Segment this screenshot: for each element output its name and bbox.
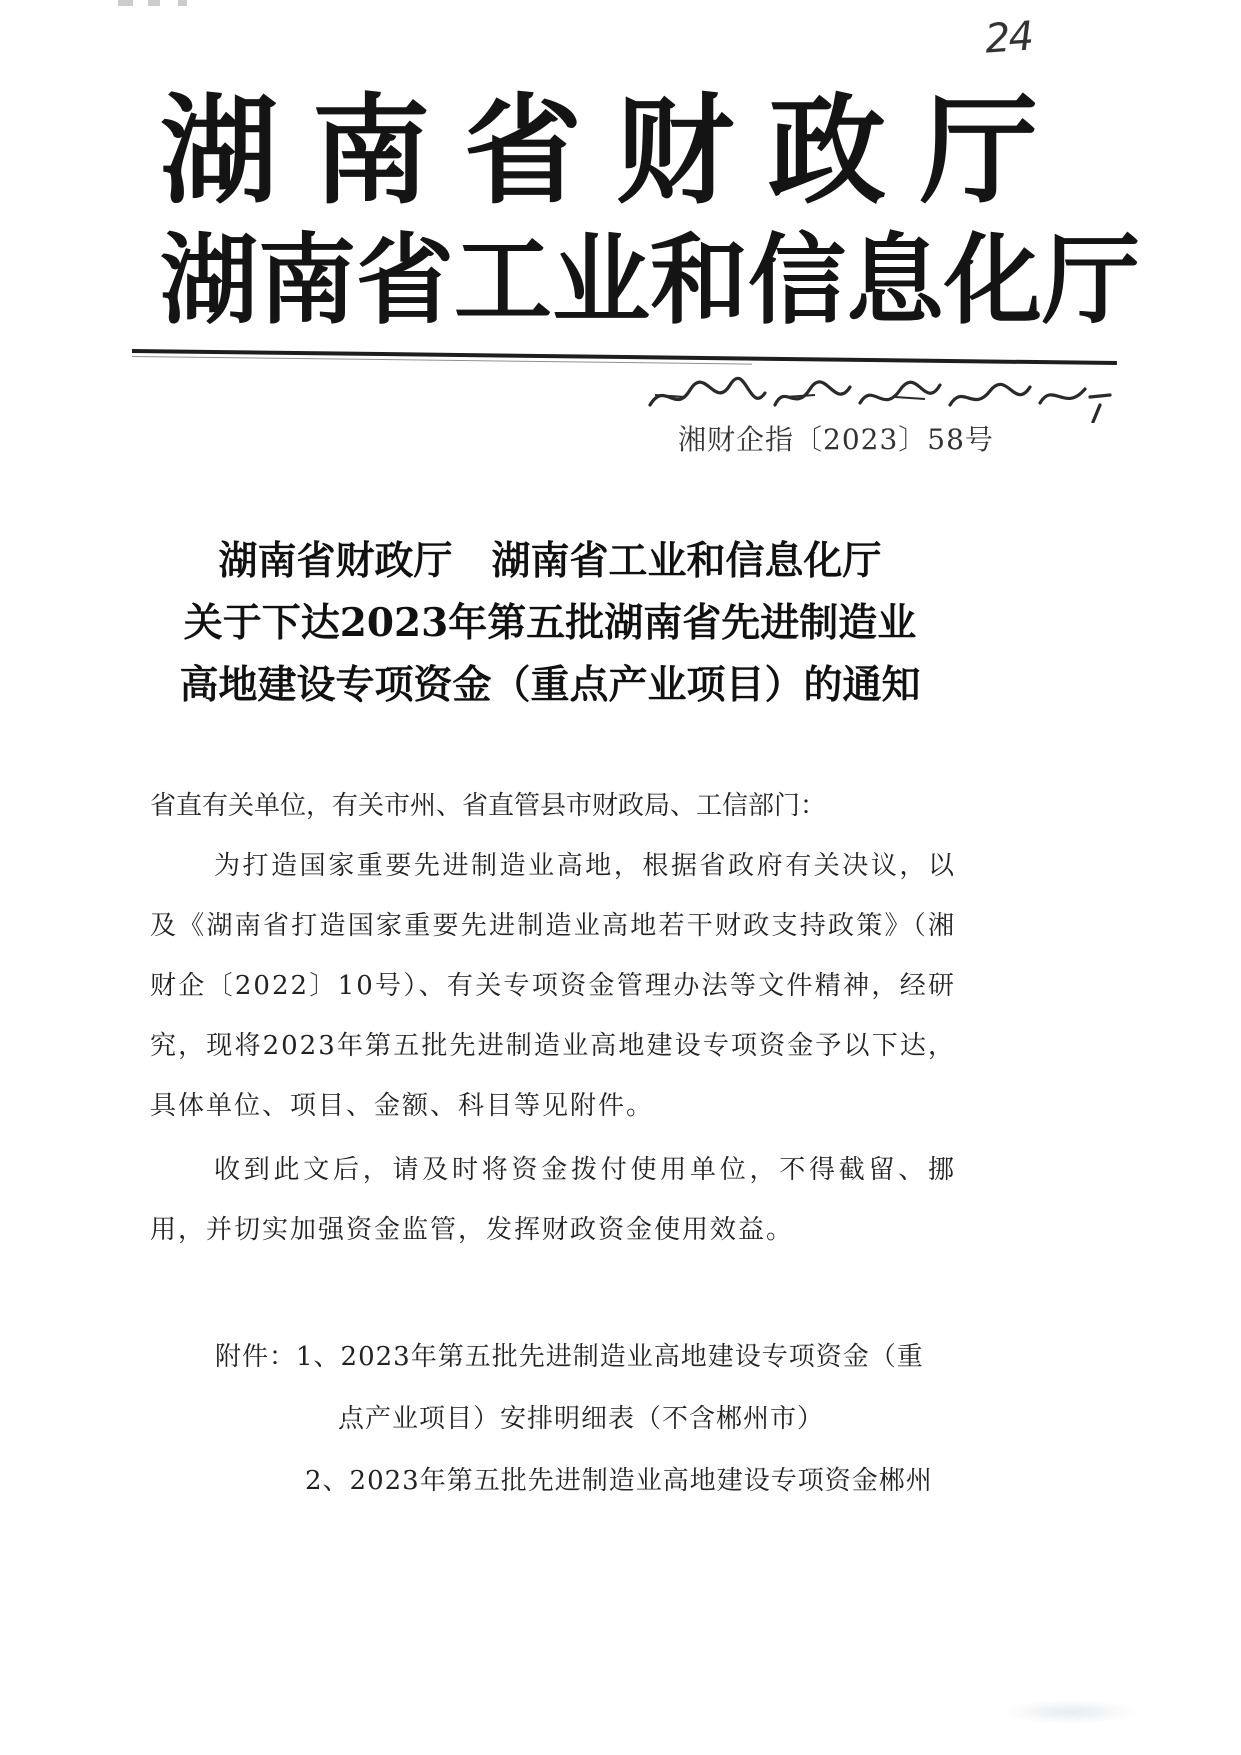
attachments-list — [215, 1326, 960, 1512]
attachment-item-2: 2、2023年第五批先进制造业高地建设专项资金郴州 — [305, 1466, 933, 1496]
notice-title-line-1: 湖南省财政厅 湖南省工业和信息化厅 — [218, 538, 882, 584]
body-paragraph-2: 收到此文后，请及时将资金拨付使用单位，不得截留、挪用，并切实加强资金监管，发挥财政资金使用效益。 — [150, 1155, 956, 1245]
attachment-item-1-continued: 点产业项目）安排明细表（不含郴州市） — [338, 1404, 825, 1434]
handwritten-routing-note — [645, 375, 1115, 423]
letterhead-agency-finance: 湖南省财政厅 — [160, 82, 1073, 220]
letterhead-agency-industry: 湖南省工业和信息化厅 — [160, 224, 1141, 338]
notice-title-line-3: 高地建设专项资金（重点产业项目）的通知 — [179, 662, 921, 708]
scan-edge-mark — [118, 0, 268, 6]
scan-smudge — [1000, 1700, 1140, 1724]
notice-title-line-2: 关于下达2023年第五批湖南省先进制造业 — [183, 600, 917, 646]
attachment-item-1: 1、2023年第五批先进制造业高地建设专项资金（重 — [296, 1342, 924, 1372]
salutation: 省直有关单位，有关市州、省直管县市财政局、工信部门： — [150, 791, 827, 821]
handwritten-page-number: 24 — [983, 13, 1034, 63]
body-paragraph-1: 为打造国家重要先进制造业高地，根据省政府有关决议，以及《湖南省打造国家重要先进制造业高地若干财政支持政策》（湘财企〔2022〕10号）、有关专项资金管理办法等文件精神，经研究，现将2023年第五批先进制造业高地建设专项资金予以下达，具体单位、项目、金额、科目等见附件。 — [150, 851, 956, 1121]
document-number: 湘财企指〔2023〕58号 — [678, 423, 994, 456]
attachments-label: 附件： — [215, 1342, 297, 1372]
handwriting-scribble — [645, 375, 1115, 423]
